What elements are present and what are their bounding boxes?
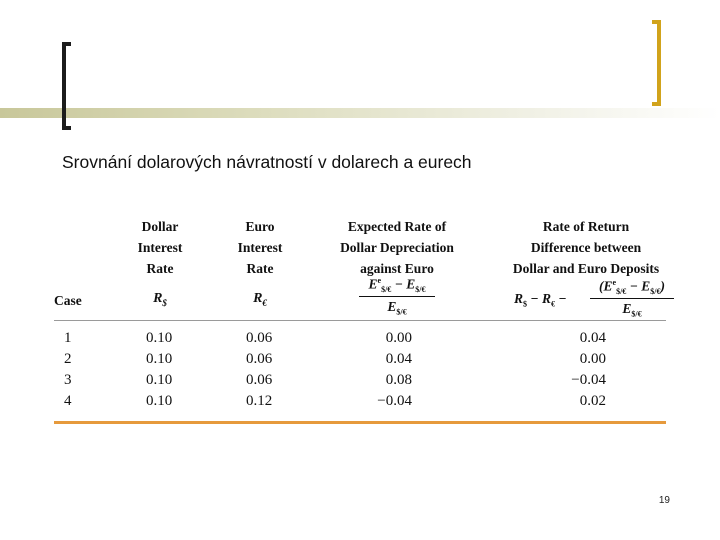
cell-case: 4 xyxy=(64,393,72,409)
cell-depreciation: −0.04 xyxy=(377,393,412,409)
cell-difference: 0.02 xyxy=(579,393,606,409)
decorative-band xyxy=(0,108,720,118)
symbol-sub: € xyxy=(262,297,267,308)
symbol-text: R xyxy=(153,291,163,306)
symbol-text: R xyxy=(253,291,263,306)
cell-euro-rate: 0.12 xyxy=(246,393,273,409)
depreciation-formula xyxy=(359,276,435,317)
cell-euro-rate: 0.06 xyxy=(246,372,273,388)
cell-case: 1 xyxy=(64,330,72,346)
cell-dollar-rate: 0.10 xyxy=(146,330,173,346)
header-line: Interest xyxy=(237,240,283,255)
cell-dollar-rate: 0.10 xyxy=(146,393,173,409)
cell-case: 3 xyxy=(64,372,72,388)
formula-numerator: $(E^e_{\$/€} - E_{\$/€})$ xyxy=(599,278,665,297)
cell-euro-rate: 0.06 xyxy=(246,330,273,346)
header-line: Interest xyxy=(137,240,183,255)
header-line: Expected Rate of xyxy=(347,219,447,234)
symbol-sub: $ xyxy=(162,297,167,308)
cell-dollar-rate: 0.10 xyxy=(146,372,173,388)
header-dollar-rate xyxy=(124,216,196,279)
cell-difference: 0.04 xyxy=(579,330,606,346)
cell-depreciation: 0.00 xyxy=(385,330,412,346)
symbol-r-euro xyxy=(244,291,276,308)
header-line: Dollar Depreciation xyxy=(340,240,454,255)
symbol-r-dollar xyxy=(144,291,176,308)
fraction-bar xyxy=(590,298,674,299)
formula-fraction xyxy=(590,278,674,319)
header-line: Rate xyxy=(246,261,274,276)
formula-denominator: $E_{\$/€}$ xyxy=(622,301,642,319)
formula-numerator: $E^e_{\$/€} - E_{\$/€}$ xyxy=(368,276,426,295)
header-line: Dollar xyxy=(141,219,179,234)
right-bracket-decoration xyxy=(652,20,661,106)
header-depreciation xyxy=(324,216,470,279)
header-line: Dollar and Euro Deposits xyxy=(512,261,660,276)
slide-title: Srovnání dolarových návratností v dolarech a eurech xyxy=(62,152,472,172)
cell-depreciation: 0.04 xyxy=(385,351,412,367)
cell-depreciation: 0.08 xyxy=(385,372,412,388)
fraction-bar xyxy=(359,296,435,297)
formula-body xyxy=(514,278,674,322)
left-bracket-decoration xyxy=(62,42,71,130)
cell-difference: 0.00 xyxy=(579,351,606,367)
header-line: Difference between xyxy=(530,240,642,255)
header-rule xyxy=(54,320,666,321)
header-case: Case xyxy=(54,293,82,308)
formula-denominator: $E_{\$/€}$ xyxy=(387,299,407,317)
cell-euro-rate: 0.06 xyxy=(246,351,273,367)
header-return-difference xyxy=(496,216,676,279)
bottom-rule xyxy=(54,421,666,424)
header-line: Rate of Return xyxy=(542,219,630,234)
header-line: Rate xyxy=(146,261,174,276)
cell-case: 2 xyxy=(64,351,72,367)
page-number: 19 xyxy=(658,495,670,506)
cell-difference: −0.04 xyxy=(571,372,606,388)
formula-prefix: $R_{\$} - R_€$ − xyxy=(514,291,567,309)
cell-dollar-rate: 0.10 xyxy=(146,351,173,367)
header-line: Euro xyxy=(245,219,275,234)
header-line: against Euro xyxy=(360,261,434,276)
header-euro-rate xyxy=(224,216,296,279)
return-difference-formula xyxy=(514,278,674,322)
